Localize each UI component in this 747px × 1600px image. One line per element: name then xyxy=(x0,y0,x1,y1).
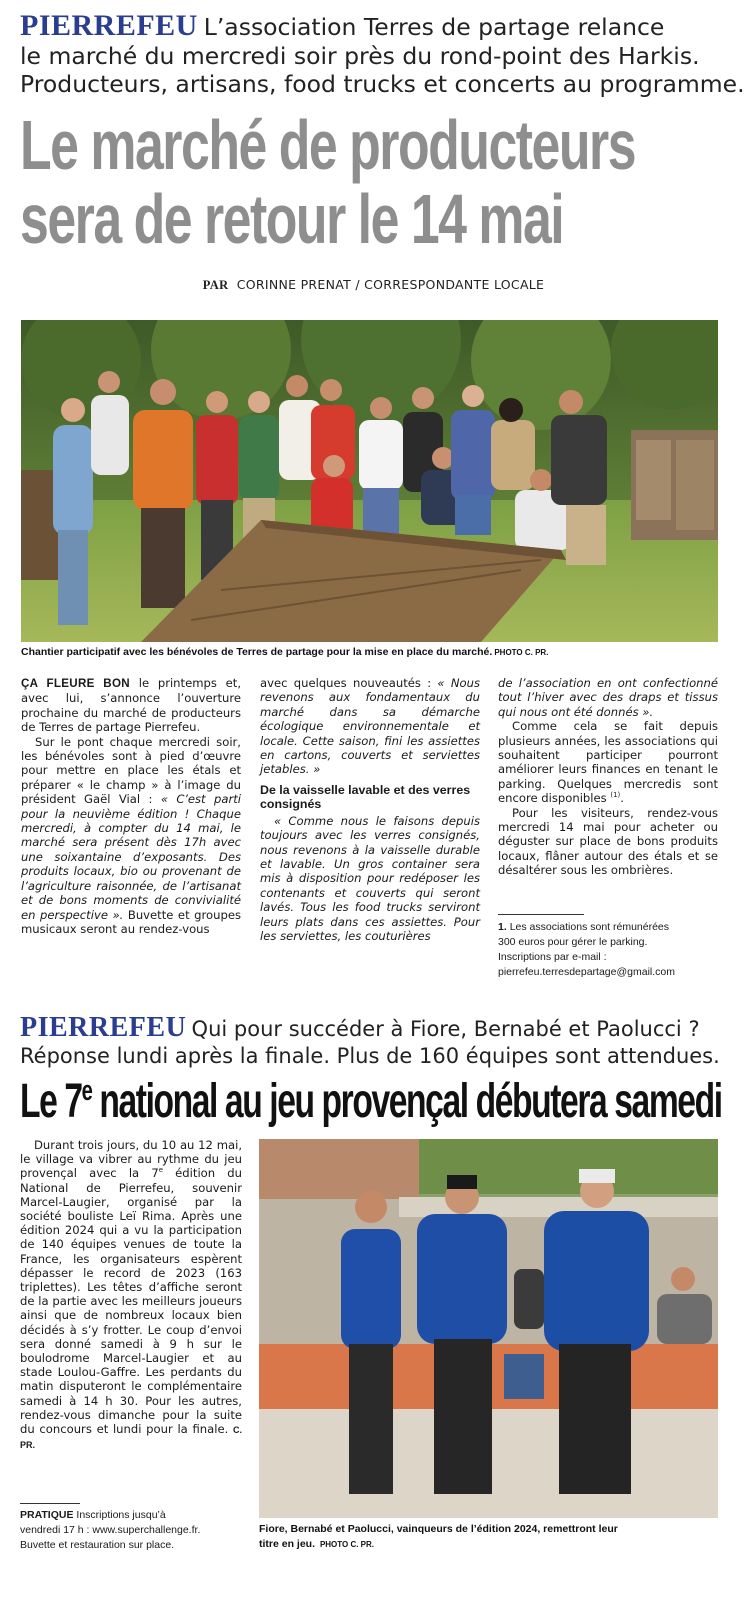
footnote-line-1: Les associations sont rémunérées xyxy=(509,921,670,933)
kicker-text: L’association Terres de partage relance xyxy=(203,13,665,41)
body2-sup: e xyxy=(158,1166,163,1175)
headline2-pre: Le 7 xyxy=(20,1075,82,1128)
caption2-line-1: Fiore, Bernabé et Paolucci, vainqueurs de l’édition 2024, remettront leur xyxy=(259,1523,618,1535)
footnote-rule xyxy=(498,914,584,915)
article1-column-1 xyxy=(21,676,241,936)
article2-headline xyxy=(20,1075,722,1128)
kicker2-line-1 xyxy=(20,1014,729,1043)
col3-p2: Comme cela se fait depuis plusieurs années, les associations qui souhaitent participer pourront améliorer leurs finances en tenant le parking. Quelques mercredis sont encore disponibles xyxy=(498,719,718,806)
headline-line-2: sera de retour le 14 mai xyxy=(20,180,564,258)
pratique-rule xyxy=(20,1503,80,1504)
kicker-line-3: Producteurs, artisans, food trucks et concerts au programme. xyxy=(20,70,745,98)
headline2-post: national au jeu provençal débutera samedi xyxy=(91,1075,722,1128)
footnote-line-3: Inscriptions par e-mail : xyxy=(498,951,607,963)
photo-credit: PHOTO C. PR. xyxy=(494,648,549,657)
signature: C. PR. xyxy=(20,1425,243,1451)
footnote xyxy=(498,920,728,980)
footnote-ref: (1) xyxy=(610,791,621,800)
footnote-email: pierrefeu.terresdepartage@gmail.com xyxy=(498,966,675,978)
town-label: PIERREFEU xyxy=(20,9,198,42)
winners-photo-caption xyxy=(259,1522,729,1552)
caption2-line-2: titre en jeu. xyxy=(259,1538,316,1550)
col1-p2b: Buvette et groupes musicaux seront au rendez-vous xyxy=(21,907,241,936)
col1-p1: le printemps et, avec lui, s’annonce l’ouverture prochaine du marché de producteurs de Terres de partage Pierrefeu. xyxy=(21,676,242,735)
volunteers-photo-caption xyxy=(21,646,721,658)
pratique-label: PRATIQUE xyxy=(20,1509,74,1521)
article1-kicker xyxy=(20,9,745,98)
kicker-line-1 xyxy=(20,9,729,42)
footnote-line-2: 300 euros pour gérer le parking. xyxy=(498,936,648,948)
article1-column-2 xyxy=(260,676,480,944)
pratique-line-3: Buvette et restauration sur place. xyxy=(20,1539,175,1551)
pratique-box xyxy=(20,1508,245,1553)
article2-body xyxy=(20,1138,242,1452)
winners-photo-image xyxy=(259,1139,718,1518)
col2-quote-2: « Comme nous le faisons depuis toujours avec les verres consignés, nous revenons à la vaisselle durable et lavable. Un gros container sera mis à disposition pour redéposer les contenants et couverts qui seront lavés. Tous les food trucks serviront leurs plats dans ces assiettes. Pour les serviettes, les couturières xyxy=(260,813,480,944)
col3-quote: de l’association en ont confectionné tout l’hiver avec des draps et tissus qui nous ont été donnés ». xyxy=(498,676,718,719)
byline-prefix: PAR xyxy=(202,278,229,292)
kicker2-line-2: Réponse lundi après la finale. Plus de 160 équipes sont attendues. xyxy=(20,1044,720,1068)
kicker-line-2: le marché du mercredi soir près du rond-point des Harkis. xyxy=(20,42,700,70)
col1-p2a: Sur le pont chaque mercredi soir, les bénévoles sont à pied d’œuvre pour mettre en place les étals et préparer « le champ » à l’image du président Gaël Vial : xyxy=(21,734,241,807)
byline xyxy=(0,277,747,293)
pratique-line-1: Inscriptions jusqu’à xyxy=(76,1509,166,1521)
article1-column-3: de l’association en ont confectionné tout l’hiver avec des draps et tissus qui nous ont été donnés ». Comme cela se fait depuis plusieurs années, les associations qui souhaitent participer pourront améliorer leurs finances en tenant le parking. Quelques mercredis sont encore disponibles $^{(1)}$. Pour les visiteurs, rendez-vous mercredi 14 mai pour acheter ou déguster sur place de bons produits locaux, flâner autour des étals et se désaltérer sous les ombrières. xyxy=(498,676,718,878)
footnote-number: 1. xyxy=(498,921,507,933)
headline2-sup: e xyxy=(81,1075,92,1107)
winners-photo xyxy=(259,1139,718,1518)
kicker2-text: Qui pour succéder à Fiore, Bernabé et Paolucci ? xyxy=(191,1017,700,1041)
col2-p1a: avec quelques nouveautés : xyxy=(260,676,432,690)
headline-line-1: Le marché de producteurs xyxy=(20,106,636,184)
article1-headline xyxy=(20,106,636,258)
caption-text: Chantier participatif avec les bénévoles de Terres de partage pour la mise en place du marché. xyxy=(21,646,493,658)
col1-quote: « C’est parti pour la neuvième édition ! Chaque mercredi, à compter du 14 mai, le marché sera présent dès 17h avec une soixantaine d’exposants. Des produits locaux, bio ou provenant de l’agriculture raisonnée, de l’artisanat et de bons moments de convivialité en perspective ». xyxy=(21,792,241,922)
pratique-line-2: vendredi 17 h : www.superchallenge.fr. xyxy=(20,1524,201,1536)
col2-quote-1: « Nous revenons aux fondamentaux du marché dans sa démarche écologique environnementale et locale. Cette saison, fini les assiettes en cartons, couverts et serviettes jetables. » xyxy=(260,676,480,777)
article2-kicker xyxy=(20,1014,729,1070)
byline-author: CORINNE PRENAT / CORRESPONDANTE LOCALE xyxy=(236,277,545,292)
body2-b: édition du National de Pierrefeu, souvenir Marcel-Laugier, organisé par la société bouliste Leï Rima. Après une édition 2024 qui a vu la participation de 140 équipes venues de toute la France, les organisateurs espèrent dépasser le record de 2023 (163 triplettes). Les têtes d’affiche seront de la partie avec les meilleurs joueurs ainsi que de nombreux locaux bien décidés à s’y frotter. Le coup d’envoi sera donné samedi à 9 h sur le boulodrome Marcel-Laugier et au stade Loulou-Gaffre. Les perdants du matin disputeront le complémentaire samedi à 14 h 30. Pour les autres, rendez-vous dimanche pour la suite du concours et lundi pour la finale. xyxy=(20,1166,242,1437)
lead-in: ÇA FLEURE BON xyxy=(21,677,130,690)
volunteers-photo xyxy=(21,320,718,642)
col3-p3: Pour les visiteurs, rendez-vous mercredi 14 mai pour acheter ou déguster sur place de bons produits locaux, flâner autour des étals et se désaltérer sous les ombrières. xyxy=(498,805,718,878)
volunteers-photo-image xyxy=(21,320,718,642)
subheading: De la vaisselle lavable et des verres consignés xyxy=(260,782,471,811)
body2-a: Durant trois jours, du 10 au 12 mai, le village va vibrer au rythme du jeu provençal avec la 7 xyxy=(20,1138,242,1181)
photo2-credit: PHOTO C. PR. xyxy=(319,1540,375,1549)
town2-label: PIERREFEU xyxy=(20,1012,187,1043)
